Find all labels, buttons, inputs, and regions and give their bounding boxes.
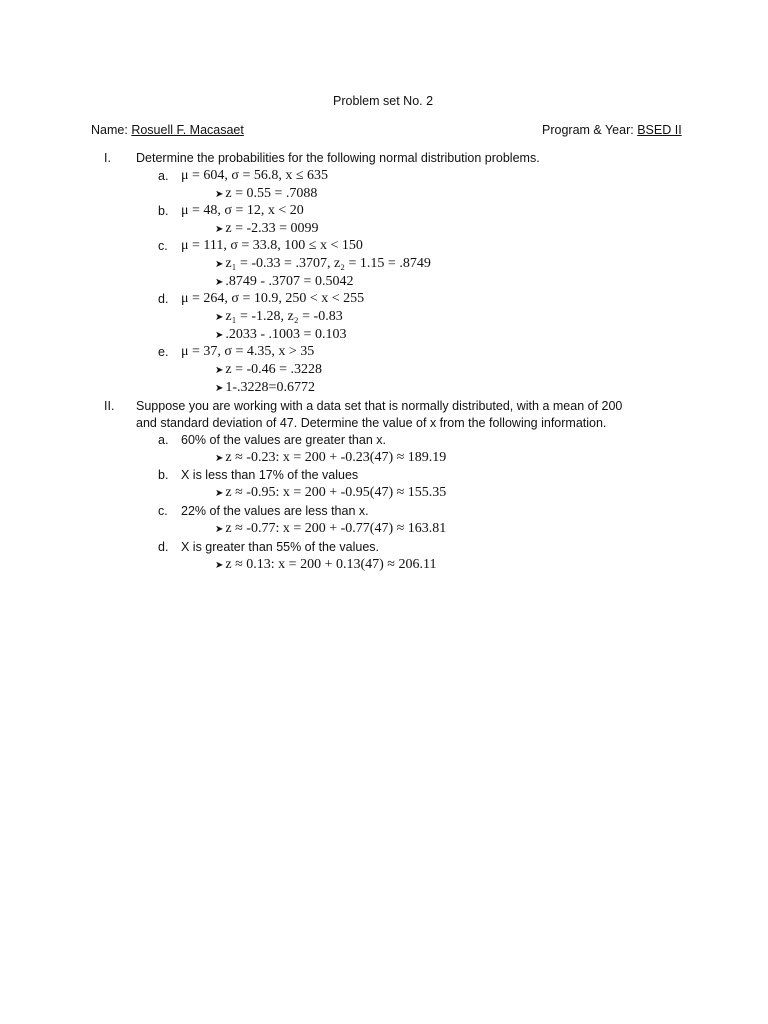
arrow-bullet-icon: ➤	[215, 312, 224, 323]
item-text: X is less than 17% of the values	[181, 468, 359, 482]
answer-line: ➤ z ≈ -0.77: x = 200 + -0.77(47) ≈ 163.81	[215, 521, 447, 536]
arrow-bullet-icon: ➤	[215, 259, 224, 270]
arrow-bullet-icon: ➤	[215, 277, 224, 288]
answer-line: ➤ z ≈ -0.95: x = 200 + -0.95(47) ≈ 155.35	[215, 485, 447, 500]
item-letter: c.	[158, 239, 168, 253]
arrow-bullet-icon: ➤	[215, 383, 224, 394]
item-letter: c.	[158, 504, 168, 518]
program-value: BSED II	[637, 123, 682, 137]
item-letter: d.	[158, 292, 169, 306]
arrow-bullet-icon: ➤	[215, 524, 224, 535]
section-2-heading-line-1: Suppose you are working with a data set that is normally distributed, with a mean of 200	[136, 399, 623, 413]
program-field	[542, 123, 682, 137]
arrow-bullet-icon: ➤	[215, 224, 224, 235]
item-text: μ = 48, σ = 12, x < 20	[181, 203, 304, 218]
item-letter: a.	[158, 433, 169, 447]
answer-line: ➤ z = -2.33 = 0099	[215, 221, 319, 236]
page-title: Problem set No. 2	[333, 94, 434, 108]
arrow-bullet-icon: ➤	[215, 330, 224, 341]
item-letter: b.	[158, 468, 169, 482]
answer-line: ➤ z₁ = -0.33 = .3707, z₂ = 1.15 = .8749	[215, 256, 431, 271]
item-text: 22% of the values are less than x.	[181, 504, 369, 518]
answer-line: ➤ .8749 - .3707 = 0.5042	[215, 274, 354, 289]
item-letter: b.	[158, 204, 169, 218]
answer-line: ➤ .2033 - .1003 = 0.103	[215, 327, 347, 342]
name-label: Name:	[91, 123, 128, 137]
item-text: X is greater than 55% of the values.	[181, 540, 380, 554]
section-1-heading: Determine the probabilities for the following normal distribution problems.	[136, 151, 540, 165]
answer-line: ➤ z ≈ -0.23: x = 200 + -0.23(47) ≈ 189.19	[215, 450, 447, 465]
arrow-bullet-icon: ➤	[215, 189, 224, 200]
item-letter: e.	[158, 345, 169, 359]
item-letter: a.	[158, 169, 169, 183]
section-2-roman: II.	[104, 399, 115, 413]
item-text: μ = 37, σ = 4.35, x > 35	[181, 344, 315, 359]
item-text: μ = 604, σ = 56.8, x ≤ 635	[181, 168, 329, 183]
name-field	[91, 123, 244, 137]
item-text: μ = 111, σ = 33.8, 100 ≤ x < 150	[181, 238, 363, 253]
item-text: μ = 264, σ = 10.9, 250 < x < 255	[181, 291, 365, 306]
arrow-bullet-icon: ➤	[215, 560, 224, 571]
name-value: Rosuell F. Macasaet	[131, 123, 244, 137]
section-1-roman: I.	[104, 151, 111, 165]
answer-line: ➤ z = -0.46 = .3228	[215, 362, 323, 377]
arrow-bullet-icon: ➤	[215, 453, 224, 464]
answer-line: ➤ z₁ = -1.28, z₂ = -0.83	[215, 309, 343, 324]
answer-line: ➤ z ≈ 0.13: x = 200 + 0.13(47) ≈ 206.11	[215, 557, 437, 572]
item-text: 60% of the values are greater than x.	[181, 433, 386, 447]
program-label: Program & Year:	[542, 123, 634, 137]
answer-line: ➤ 1-.3228=0.6772	[215, 380, 315, 395]
arrow-bullet-icon: ➤	[215, 488, 224, 499]
answer-line: ➤ z = 0.55 = .7088	[215, 186, 318, 201]
section-2-heading-line-2: and standard deviation of 47. Determine the value of x from the following information.	[136, 416, 607, 430]
arrow-bullet-icon: ➤	[215, 365, 224, 376]
item-letter: d.	[158, 540, 169, 554]
